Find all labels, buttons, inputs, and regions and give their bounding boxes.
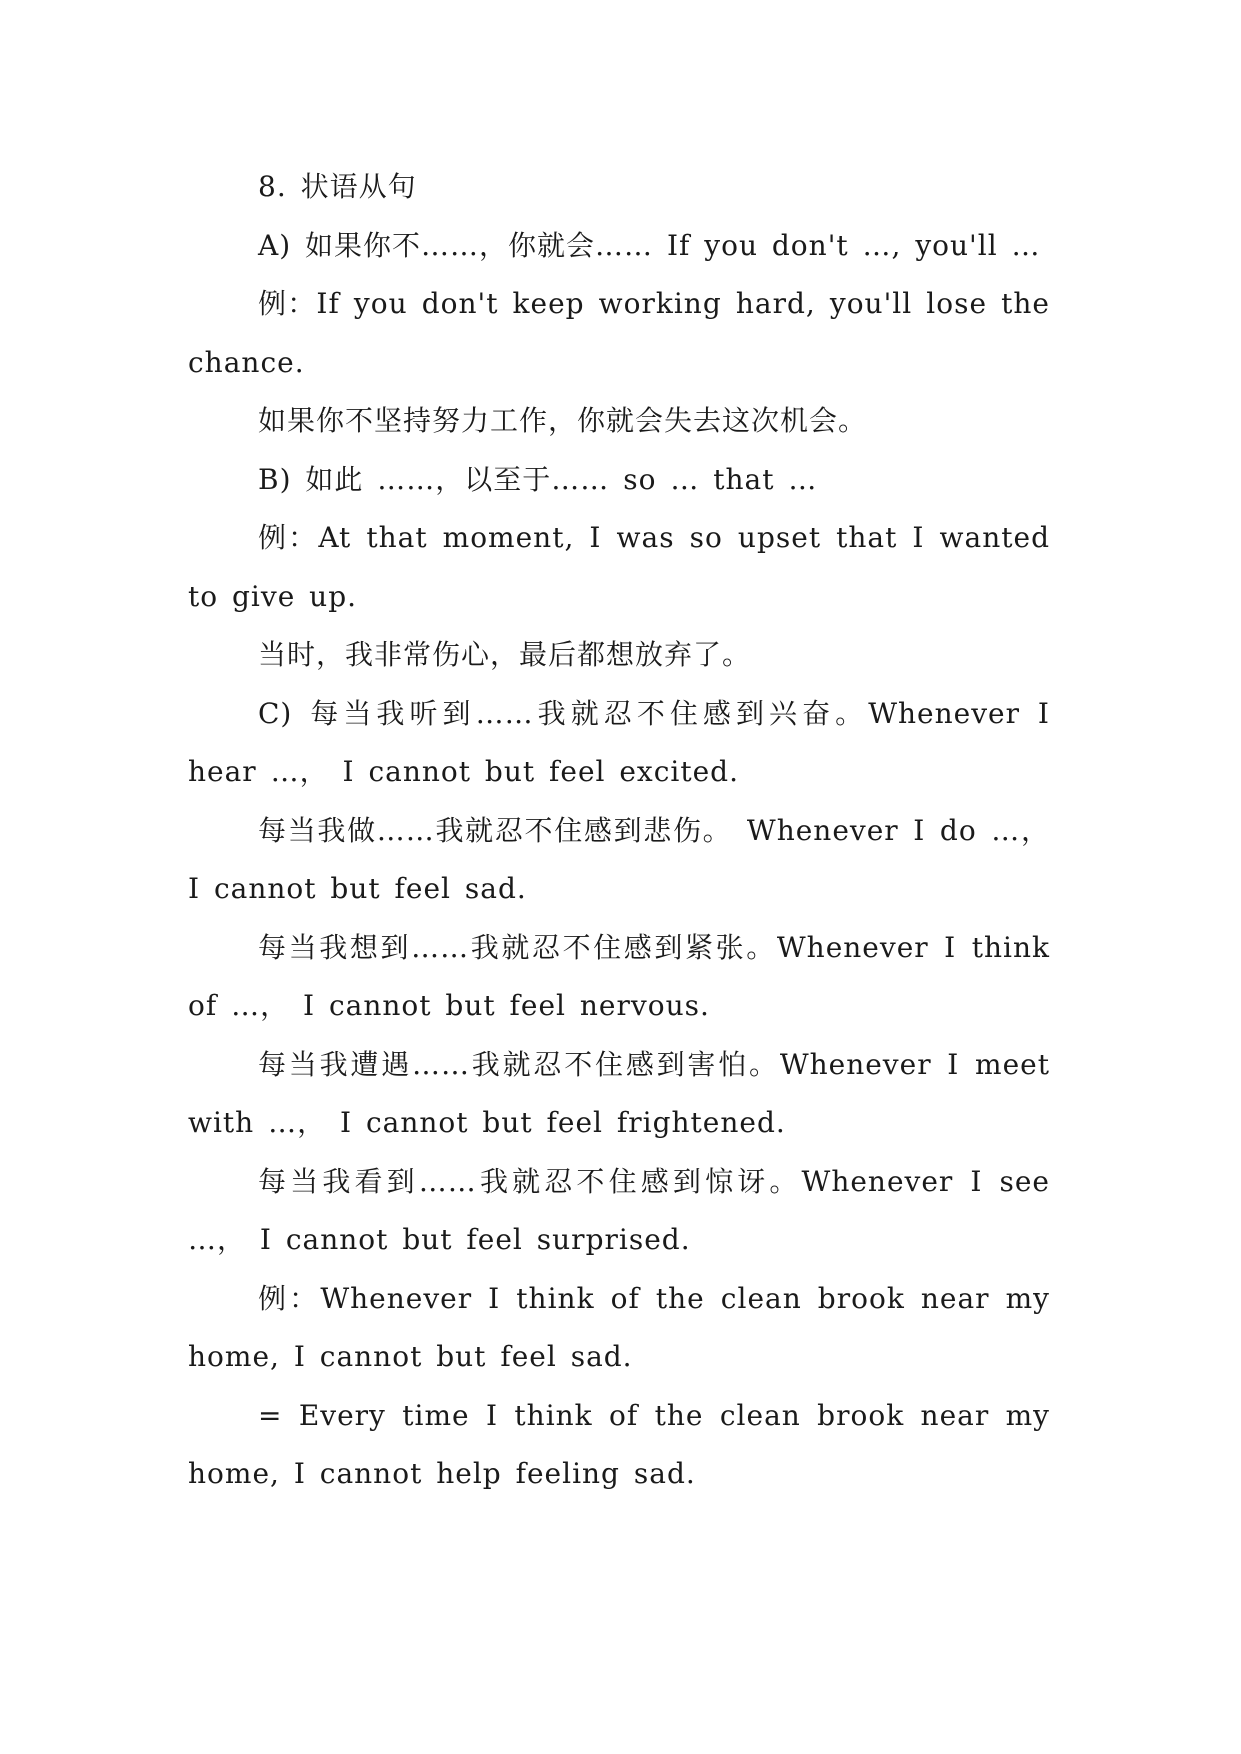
pattern-c-variant-meet: 每当我遭遇……我就忍不住感到害怕。Whenever I meet with …， I cannot but feel frightened. [188,1047,1050,1139]
pattern-a-example: 例：If you don't keep working hard, you'll lose the chance. [188,287,1050,379]
pattern-c-variant-think: 每当我想到……我就忍不住感到紧张。Whenever I think of …， I cannot but feel nervous. [188,930,1050,1022]
pattern-a-translation: 如果你不坚持努力工作，你就会失去这次机会。 [258,404,868,437]
section-heading: 8. 状语从句 [258,170,417,203]
pattern-c-heading: C) 每当我听到……我就忍不住感到兴奋。Whenever I hear …， I cannot but feel excited. [188,696,1050,788]
pattern-b-example: 例：At that moment, I was so upset that I wanted to give up. [188,521,1050,613]
document-body [188,158,1050,1504]
pattern-c-variant-do: 每当我做……我就忍不住感到悲伤。 Whenever I do …， I cannot but feel sad. [188,813,1050,905]
pattern-b-heading: B) 如此 ……，以至于…… so … that … [258,462,818,496]
pattern-a-heading: A) 如果你不……，你就会…… If you don't …, you'll … [258,228,1041,262]
pattern-c-variant-see: 每当我看到……我就忍不住感到惊讶。Whenever I see …， I cannot but feel surprised. [188,1164,1050,1256]
pattern-c-example: 例：Whenever I think of the clean brook near my home, I cannot but feel sad. [188,1281,1050,1373]
pattern-b-translation: 当时，我非常伤心，最后都想放弃了。 [258,638,752,671]
pattern-c-equivalent: = Every time I think of the clean brook near my home, I cannot help feeling sad. [188,1398,1050,1490]
